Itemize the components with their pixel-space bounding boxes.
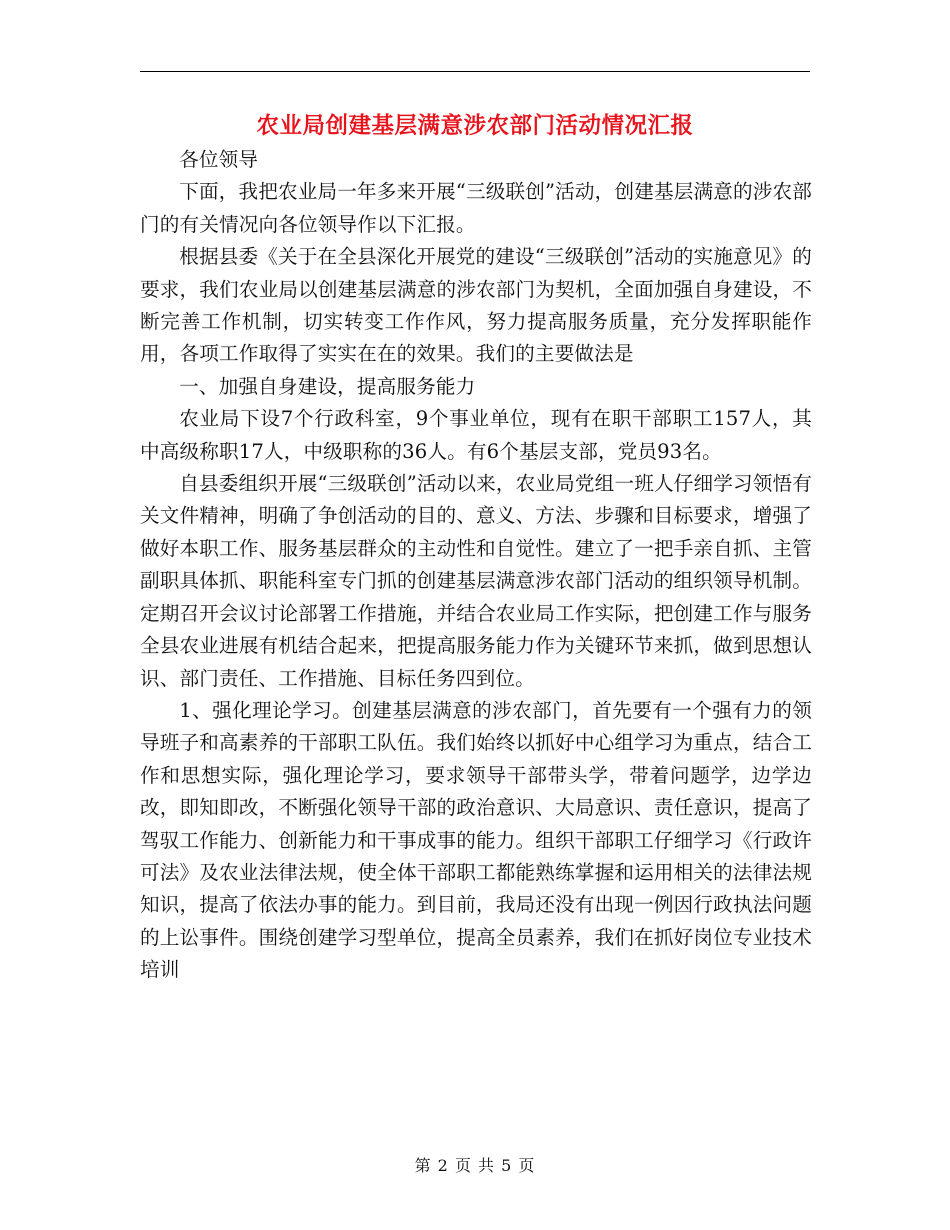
salutation-paragraph: 各位领导 bbox=[179, 148, 259, 171]
header-rule bbox=[140, 71, 810, 72]
document-title: 农业局创建基层满意涉农部门活动情况汇报 bbox=[256, 113, 694, 139]
document-body bbox=[140, 144, 812, 987]
page-footer: 第 2 页 共 5 页 bbox=[414, 1156, 536, 1175]
staffing-paragraph: 农业局下设7个行政科室，9个事业单位，现有在职干部职工157人，其中高级称职17人，中级职称的36人。有6个基层支部，党员93名。 bbox=[140, 407, 812, 463]
theory-study-paragraph: 1、强化理论学习。创建基层满意的涉农部门，首先要有一个强有力的领导班子和高素养的干部职工队伍。我们始终以抓好中心组学习为重点，结合工作和思想实际，强化理论学习，要求领导干部带头学，带着问题学，边学边改，即知即改，不断强化领导干部的政治意识、大局意识、责任意识，提高了驾驭工作能力、创新能力和干事成事的能力。组织干部职工仔细学习《行政许可法》及农业法律法规，使全体干部职工都能熟练掌握和运用相关的法律法规知识，提高了依法办事的能力。到目前，我局还没有出现一例因行政执法问题的上讼事件。围绕创建学习型单位，提高全员素养，我们在抓好岗位专业技术培训 bbox=[140, 698, 812, 982]
activity-paragraph: 自县委组织开展“三级联创”活动以来，农业局党组一班人仔细学习领悟有关文件精神，明确了争创活动的目的、意义、方法、步骤和目标要求，增强了做好本职工作、服务基层群众的主动性和自觉性。建立了一把手亲自抓、主管副职具体抓、职能科室专门抓的创建基层满意涉农部门活动的组织领导机制。定期召开会议讨论部署工作措施，并结合农业局工作实际，把创建工作与服务全县农业进展有机结合起来，把提高服务能力作为关键环节来抓，做到思想认识、部门责任、工作措施、目标任务四到位。 bbox=[140, 472, 812, 690]
background-paragraph: 根据县委《关于在全县深化开展党的建设“三级联创”活动的实施意见》的要求，我们农业局以创建基层满意的涉农部门为契机，全面加强自身建设，不断完善工作机制，切实转变工作作风，努力提高服务质量，充分发挥职能作用，各项工作取得了实实在在的效果。我们的主要做法是 bbox=[140, 245, 812, 366]
intro-paragraph: 下面，我把农业局一年多来开展“三级联创”活动，创建基层满意的涉农部门的有关情况向各位领导作以下汇报。 bbox=[140, 180, 812, 236]
section-heading: 一、加强自身建设，提高服务能力 bbox=[179, 374, 476, 398]
